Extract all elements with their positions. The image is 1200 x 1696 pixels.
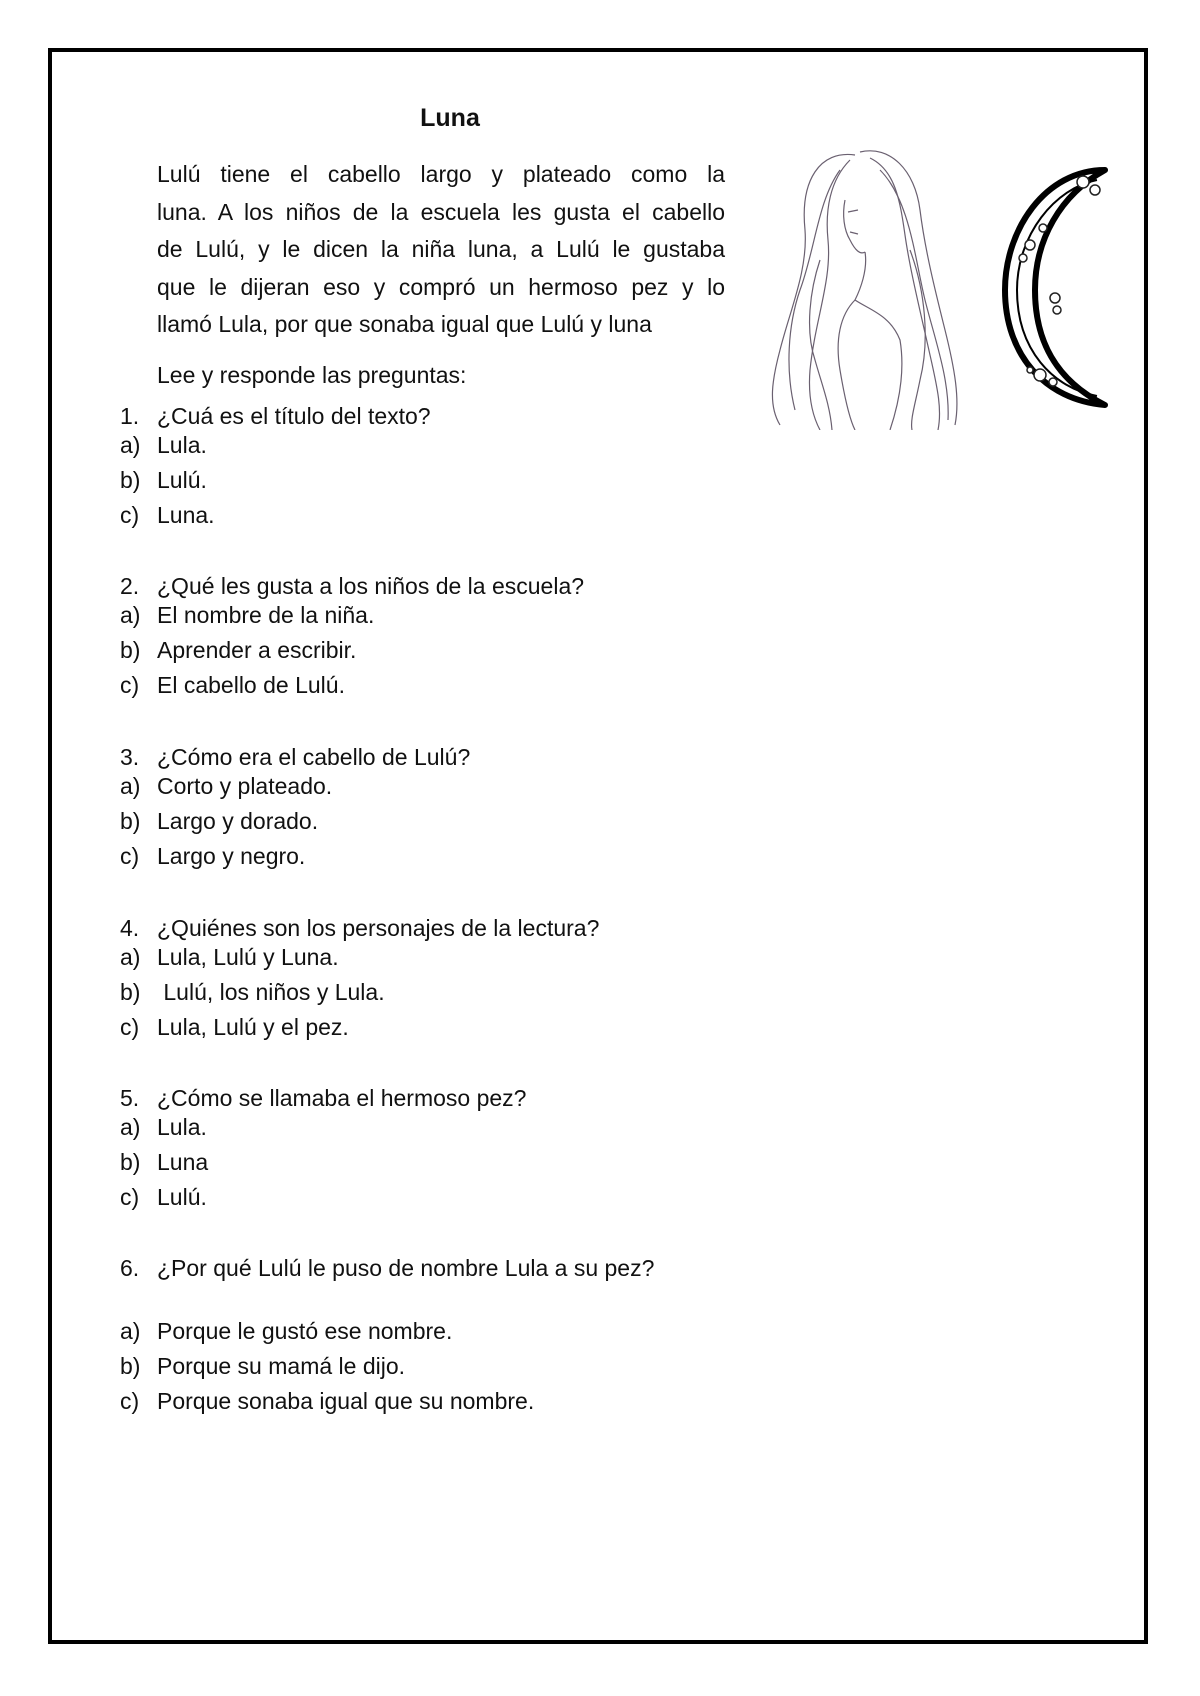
option-label: c) bbox=[120, 843, 140, 869]
answer-option[interactable] bbox=[120, 1353, 405, 1380]
instruction-text: Lee y responde las preguntas: bbox=[157, 362, 467, 388]
option-label: b) bbox=[120, 979, 141, 1005]
answer-option[interactable] bbox=[120, 502, 215, 529]
option-text: Luna. bbox=[157, 502, 215, 528]
story-line: de Lulú, y le dicen la niña luna, a Lulú le gustaba bbox=[157, 236, 725, 262]
answer-option[interactable] bbox=[120, 637, 356, 664]
story-line: Lulú tiene el cabello largo y plateado como la bbox=[157, 161, 725, 187]
option-label: b) bbox=[120, 637, 141, 663]
option-text: Largo y dorado. bbox=[157, 808, 319, 834]
answer-option[interactable] bbox=[120, 467, 207, 494]
answer-option[interactable] bbox=[120, 944, 339, 971]
question-number: 6. bbox=[120, 1255, 140, 1281]
question-2 bbox=[120, 568, 584, 605]
question-text: ¿Cuá es el título del texto? bbox=[157, 403, 431, 429]
question-3 bbox=[120, 739, 470, 776]
moon-illustration bbox=[985, 150, 1135, 422]
answer-option[interactable] bbox=[120, 808, 318, 835]
option-label: c) bbox=[120, 672, 140, 698]
option-label: a) bbox=[120, 602, 141, 628]
question-text: ¿Qué les gusta a los niños de la escuela? bbox=[157, 573, 585, 599]
question-number: 2. bbox=[120, 573, 140, 599]
option-label: c) bbox=[120, 1014, 140, 1040]
question-number: 5. bbox=[120, 1085, 140, 1111]
option-label: a) bbox=[120, 1318, 141, 1344]
option-label: a) bbox=[120, 432, 141, 458]
option-text: Luna bbox=[157, 1149, 209, 1175]
girl-illustration bbox=[760, 140, 970, 430]
option-label: b) bbox=[120, 1149, 141, 1175]
answer-option[interactable] bbox=[120, 979, 385, 1006]
option-label: c) bbox=[120, 1184, 140, 1210]
question-number: 3. bbox=[120, 744, 140, 770]
option-label: c) bbox=[120, 1388, 140, 1414]
answer-option[interactable] bbox=[120, 672, 345, 699]
question-5 bbox=[120, 1080, 526, 1117]
story-line: llamó Lula, por que sonaba igual que Lulú y luna bbox=[157, 311, 652, 337]
option-text: Lula. bbox=[157, 1114, 207, 1140]
answer-option[interactable] bbox=[120, 1184, 207, 1211]
option-text: Porque le gustó ese nombre. bbox=[157, 1318, 453, 1344]
question-number: 1. bbox=[120, 403, 140, 429]
option-label: c) bbox=[120, 502, 140, 528]
answer-option[interactable] bbox=[120, 1388, 534, 1415]
question-text: ¿Cómo se llamaba el hermoso pez? bbox=[157, 1085, 527, 1111]
option-text: Corto y plateado. bbox=[157, 773, 333, 799]
option-text: Porque sonaba igual que su nombre. bbox=[157, 1388, 535, 1414]
option-text: Lulú, los niños y Lula. bbox=[157, 979, 385, 1005]
answer-option[interactable] bbox=[120, 1114, 207, 1141]
page-title: Luna bbox=[420, 104, 480, 132]
option-text: Largo y negro. bbox=[157, 843, 306, 869]
option-text: El nombre de la niña. bbox=[157, 602, 375, 628]
option-label: a) bbox=[120, 773, 141, 799]
question-number: 4. bbox=[120, 915, 140, 941]
answer-option[interactable] bbox=[120, 1014, 349, 1041]
question-text: ¿Cómo era el cabello de Lulú? bbox=[157, 744, 471, 770]
option-text: Aprender a escribir. bbox=[157, 637, 357, 663]
answer-option[interactable] bbox=[120, 773, 332, 800]
option-label: a) bbox=[120, 944, 141, 970]
option-text: Lula, Lulú y el pez. bbox=[157, 1014, 349, 1040]
option-label: b) bbox=[120, 808, 141, 834]
answer-option[interactable] bbox=[120, 432, 207, 459]
question-1 bbox=[120, 398, 431, 435]
story-line: que le dijeran eso y compró un hermoso pez y lo bbox=[157, 273, 725, 300]
option-label: b) bbox=[120, 1353, 141, 1379]
answer-option[interactable] bbox=[120, 1318, 452, 1345]
story-line: luna. A los niños de la escuela les gusta el cabello bbox=[157, 198, 725, 225]
option-text: Lulú. bbox=[157, 1184, 207, 1210]
answer-option[interactable] bbox=[120, 602, 374, 629]
question-text: ¿Por qué Lulú le puso de nombre Lula a su pez? bbox=[157, 1255, 655, 1281]
answer-option[interactable] bbox=[120, 1149, 208, 1176]
option-text: Lula, Lulú y Luna. bbox=[157, 944, 339, 970]
option-text: El cabello de Lulú. bbox=[157, 672, 345, 698]
story-paragraph bbox=[157, 156, 725, 344]
option-text: Lulú. bbox=[157, 467, 207, 493]
answer-option[interactable] bbox=[120, 843, 305, 870]
question-6 bbox=[120, 1250, 654, 1287]
question-text: ¿Quiénes son los personajes de la lectura? bbox=[157, 915, 600, 941]
option-text: Porque su mamá le dijo. bbox=[157, 1353, 406, 1379]
question-4 bbox=[120, 910, 599, 947]
option-label: b) bbox=[120, 467, 141, 493]
option-text: Lula. bbox=[157, 432, 207, 458]
option-label: a) bbox=[120, 1114, 141, 1140]
